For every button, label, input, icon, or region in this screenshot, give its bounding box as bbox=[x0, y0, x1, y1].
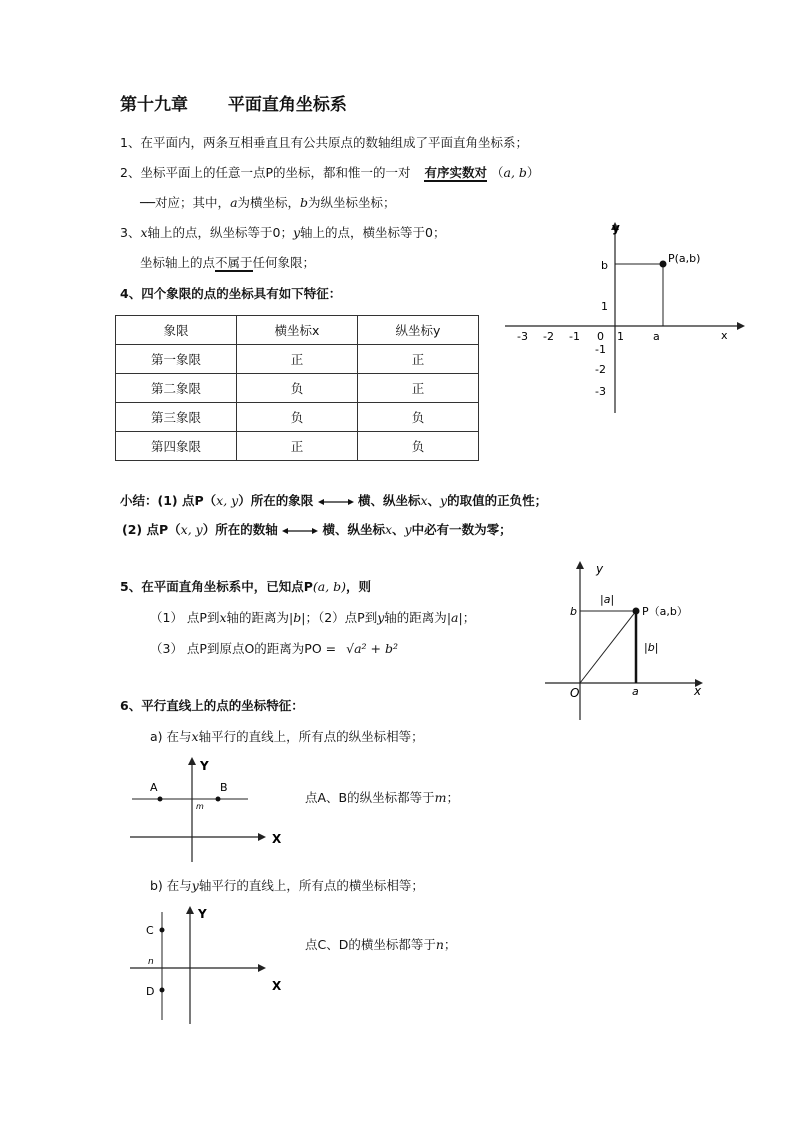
item-6b: b) 在与y轴平行的直线上，所有点的横坐标相等； bbox=[150, 878, 424, 893]
x-axis-label: X bbox=[272, 979, 282, 993]
abs-b-label: |b| bbox=[644, 641, 659, 654]
chapter-name: 平面直角坐标系 bbox=[227, 95, 347, 115]
point-p-label: P(a,b) bbox=[668, 252, 701, 265]
a-tick: a bbox=[653, 330, 660, 343]
b-tick: b bbox=[601, 259, 608, 272]
distance-formula: √a² + b² bbox=[346, 641, 398, 656]
point-p bbox=[660, 261, 667, 268]
ordered-pair-term: 有序实数对 bbox=[424, 165, 487, 180]
x-axis-label: x bbox=[721, 329, 728, 342]
x-tick: -3 bbox=[517, 330, 528, 343]
parallel-y-figure bbox=[130, 902, 290, 1027]
chapter-number: 第十九章 bbox=[120, 95, 188, 115]
point-a bbox=[158, 797, 163, 802]
double-arrow-icon bbox=[318, 497, 354, 507]
table-header-row bbox=[116, 316, 479, 345]
y-axis-label: Y bbox=[198, 907, 207, 921]
y-axis-label: Y bbox=[200, 759, 209, 773]
point-b-label: B bbox=[220, 781, 228, 794]
item-5-line1: （1） 点P到x轴的距离为|b|；（2）点P到y轴的距离为|a|； bbox=[150, 610, 476, 625]
point-c-label: C bbox=[146, 924, 154, 937]
item-2-line1: 2、坐标平面上的任意一点P的坐标，都和惟一的一对 有序实数对 （a, b） bbox=[120, 165, 540, 180]
item-1: 1、在平面内，两条互相垂直且有公共原点的数轴组成了平面直角坐标系； bbox=[120, 135, 528, 150]
x-axis-label: x bbox=[694, 684, 702, 698]
y-tick: -1 bbox=[595, 343, 606, 356]
x-tick-1: 1 bbox=[617, 330, 624, 343]
y-tick: -3 bbox=[595, 385, 606, 398]
origin-label: O bbox=[570, 686, 580, 700]
summary-line-1: 小结：(1) 点P（x, y）所在的象限 横、纵坐标x、y的取值的正负性； bbox=[120, 493, 548, 508]
x-tick: -2 bbox=[543, 330, 554, 343]
item-3-line1: 3、x轴上的点，纵坐标等于0；y轴上的点，横坐标等于0； bbox=[120, 225, 446, 240]
n-label: n bbox=[148, 957, 154, 967]
table-row: 第三象限 负 负 bbox=[116, 403, 479, 432]
m-label: m bbox=[196, 802, 204, 811]
abs-a-label: |a| bbox=[600, 593, 615, 606]
x-tick: 0 bbox=[597, 330, 604, 343]
page-title bbox=[120, 90, 347, 115]
item-2-line2: ──对应；其中，a为横坐标，b为纵坐标坐标； bbox=[140, 195, 396, 210]
y-axis-label: y bbox=[596, 562, 604, 576]
table-row: 第二象限 负 正 bbox=[116, 374, 479, 403]
summary-line-2: (2) 点P（x, y）所在的数轴 横、纵坐标x、y中必有一数为零； bbox=[122, 522, 512, 537]
item-6b-description: 点C、D的横坐标都等于n； bbox=[305, 937, 457, 952]
item-6a-description: 点A、B的纵坐标都等于m； bbox=[305, 790, 460, 805]
point-d-label: D bbox=[146, 985, 155, 998]
double-arrow-icon bbox=[282, 526, 318, 536]
table-row: 第一象限 正 正 bbox=[116, 345, 479, 374]
coordinate-plane-figure bbox=[505, 218, 750, 418]
parallel-x-figure bbox=[130, 755, 290, 865]
a-tick: a bbox=[632, 685, 639, 698]
b-tick: b bbox=[570, 605, 577, 618]
point-a-label: A bbox=[150, 781, 158, 794]
item-5-line2: （3） 点P到原点O的距离为PO = √a² + b² bbox=[150, 641, 398, 656]
point-c bbox=[160, 928, 165, 933]
point-b bbox=[216, 797, 221, 802]
item-3-line2: 坐标轴上的点不属于任何象限； bbox=[140, 255, 316, 270]
y-tick-1: 1 bbox=[601, 300, 608, 313]
y-axis-label: y bbox=[612, 221, 620, 235]
point-p bbox=[633, 608, 640, 615]
x-tick: -1 bbox=[569, 330, 580, 343]
table-header: 横坐标x bbox=[237, 316, 358, 345]
table-row: 第四象限 正 负 bbox=[116, 432, 479, 461]
x-axis-label: X bbox=[272, 832, 282, 846]
point-p-label: P（a,b） bbox=[642, 605, 688, 618]
distance-figure bbox=[540, 555, 710, 725]
item-6a: a) 在与x轴平行的直线上，所有点的纵坐标相等； bbox=[150, 729, 424, 744]
table-header: 纵坐标y bbox=[358, 316, 479, 345]
y-tick: -2 bbox=[595, 363, 606, 376]
item-5-heading: 5、在平面直角坐标系中，已知点P(a, b)，则 bbox=[120, 579, 372, 594]
point-d bbox=[160, 988, 165, 993]
table-header: 象限 bbox=[116, 316, 237, 345]
quadrant-sign-table bbox=[115, 315, 479, 461]
item-6-heading: 6、平行直线上的点的坐标特征： bbox=[120, 698, 304, 713]
item-4-heading: 4、四个象限的点的坐标具有如下特征： bbox=[120, 286, 342, 301]
